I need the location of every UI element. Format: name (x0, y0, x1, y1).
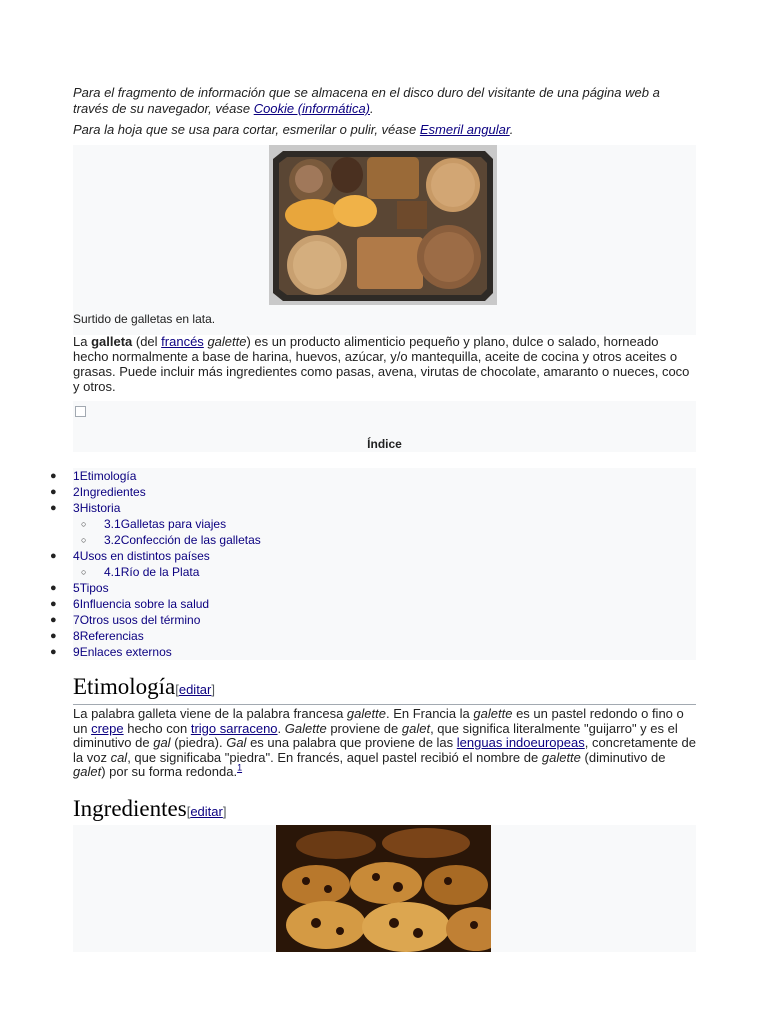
toc-toggle-checkbox[interactable] (75, 406, 86, 417)
para-text: es un pastel redondo o fino o un (73, 706, 684, 736)
section-heading-ingredientes (73, 795, 696, 827)
toc-link[interactable]: Enlaces externos (79, 645, 172, 659)
intro-italic-term: galette (207, 334, 247, 349)
toc-item[interactable] (50, 468, 696, 484)
para-text: . En Francia la (385, 706, 474, 721)
toc-link[interactable]: Otros usos del término (79, 613, 201, 627)
toc-item[interactable] (50, 484, 696, 500)
para-italic: galette (473, 706, 513, 721)
toc-link[interactable]: Historia (79, 501, 121, 515)
hollow-bullet-icon: ○ (81, 567, 87, 577)
para-text: (piedra). (170, 735, 227, 751)
intro-bold-term: galleta (91, 334, 133, 349)
hatnote-esmeril (73, 122, 696, 138)
para-text: . (277, 720, 285, 736)
intro-text: (del (132, 334, 162, 349)
hatnote-text: Para la hoja que se usa para cortar, esmerilar o pulir, véase (73, 122, 420, 137)
toc-link[interactable]: Confección de las galletas (120, 533, 261, 547)
section-title: Ingredientes (73, 796, 187, 821)
para-italic: galette (346, 706, 386, 721)
bullet-icon: ● (50, 614, 57, 626)
toc-number: 3 (73, 501, 80, 515)
hatnote-cookie (73, 85, 696, 117)
section-title: Etimología (73, 674, 176, 699)
hatnote-text: Para el fragmento de información que se almacena en el disco duro del visitante de una página web a través de su navegador, véase (73, 85, 660, 116)
toc-item[interactable] (50, 612, 696, 628)
para-italic: gal (153, 735, 171, 751)
toc-item[interactable] (50, 580, 696, 596)
etimologia-paragraph (73, 707, 696, 780)
para-text: (diminutivo de (580, 749, 666, 765)
toc-number: 3.1 (104, 517, 121, 531)
chocolate-chip-cookies-image[interactable] (276, 825, 491, 952)
toc-number: 3.2 (104, 533, 121, 547)
bullet-icon: ● (50, 582, 57, 594)
edit-section (175, 682, 215, 697)
para-italic: Galette (284, 720, 327, 736)
toc-number: 8 (73, 629, 80, 643)
toc-number: 7 (73, 613, 80, 627)
hatnote-suffix: . (509, 122, 514, 137)
bullet-icon: ● (50, 486, 57, 498)
hollow-bullet-icon: ○ (81, 519, 87, 529)
hollow-bullet-icon: ○ (81, 535, 87, 545)
toc-link[interactable]: Etimología (79, 469, 137, 483)
figure-cookie-tin (73, 145, 696, 335)
crepe-link[interactable]: crepe (91, 720, 124, 736)
toc-header (73, 423, 696, 452)
intro-text: ) es un producto alimenticio pequeño y plano, dulce o salado, horneado hecho normalmente a base de harina, huevos, azúcar, y/o mantequilla, aceite de cocina y otros aceites o grasas. Puede incluir más ingredientes como pasas, avena, virutas de chocolate, amaranto o nueces, coco y otros. (73, 334, 690, 394)
intro-text: La (73, 334, 92, 349)
toc-number: 6 (73, 597, 80, 611)
bullet-icon: ● (50, 502, 57, 514)
para-text: , que significaba "piedra". En francés, aquel pastel recibió el nombre de (127, 749, 542, 765)
edit-ingredientes-link[interactable]: editar (190, 804, 223, 819)
edit-bracket-close: ] (211, 682, 215, 697)
toc-item[interactable] (73, 564, 696, 580)
toc-toggle-row (73, 401, 696, 423)
toc-title: Índice (367, 437, 402, 451)
bullet-icon: ● (50, 598, 57, 610)
edit-etimologia-link[interactable]: editar (178, 682, 212, 697)
toc-link[interactable]: Referencias (79, 629, 144, 643)
toc-number: 4 (73, 549, 80, 563)
cookie-tin-image[interactable] (269, 145, 497, 305)
edit-section (187, 804, 227, 819)
cookie-informatica-link[interactable]: Cookie (informática) (253, 101, 371, 116)
hatnote-suffix: . (370, 101, 374, 116)
para-text: ) por su forma redonda. (101, 764, 238, 780)
para-italic: cal (110, 749, 128, 765)
bullet-icon: ● (50, 470, 57, 482)
bullet-icon: ● (50, 550, 57, 562)
toc-number: 4.1 (104, 565, 121, 579)
toc-item[interactable] (50, 644, 696, 660)
para-italic: galet (73, 764, 102, 780)
reference-link[interactable]: 1 (237, 763, 243, 774)
lenguas-indoeuropeas-link[interactable]: lenguas indoeuropeas (456, 735, 585, 751)
para-text: , que significa literalmente "guijarro" y es el diminutivo de (73, 720, 678, 751)
frances-link[interactable]: francés (161, 334, 204, 349)
toc-item[interactable] (50, 628, 696, 644)
bullet-icon: ● (50, 630, 57, 642)
edit-bracket-close: ] (222, 804, 227, 819)
toc-item[interactable] (50, 596, 696, 612)
para-text: , concretamente de la voz (73, 735, 697, 765)
para-text: proviene de (326, 720, 402, 736)
figure-caption: Surtido de galletas en lata. (73, 312, 216, 326)
intro-paragraph (73, 334, 696, 394)
toc-number: 1 (73, 469, 80, 483)
toc-item[interactable] (73, 532, 696, 548)
para-text: es una palabra que proviene de las (246, 735, 457, 751)
para-text: La palabra galleta viene de la palabra francesa (73, 706, 347, 721)
bullet-icon: ● (50, 646, 57, 658)
toc-link[interactable]: Ingredientes (79, 485, 146, 499)
toc-link[interactable]: Influencia sobre la salud (79, 597, 210, 611)
para-italic: galette (541, 749, 581, 765)
toc-list (50, 468, 696, 660)
toc-link[interactable]: Río de la Plata (120, 565, 200, 579)
toc-item[interactable] (50, 548, 696, 564)
para-italic: Gal (226, 735, 247, 751)
trigo-sarraceno-link[interactable]: trigo sarraceno (190, 720, 278, 736)
toc-item[interactable] (73, 516, 696, 532)
toc-number: 9 (73, 645, 80, 659)
toc-link[interactable]: Tipos (79, 581, 109, 595)
toc-number: 5 (73, 581, 80, 595)
para-italic: galet (401, 720, 431, 736)
toc-number: 2 (73, 485, 80, 499)
toc-link[interactable]: Galletas para viajes (120, 517, 227, 531)
esmeril-angular-link[interactable]: Esmeril angular (419, 122, 510, 137)
toc-item[interactable] (50, 500, 696, 516)
para-text: hecho con (123, 720, 191, 736)
figure-chocolate-cookies (73, 825, 696, 952)
section-heading-etimologia (73, 673, 696, 705)
toc-link[interactable]: Usos en distintos países (79, 549, 210, 563)
edit-bracket-open: [ (186, 804, 191, 819)
edit-bracket-open: [ (175, 682, 179, 697)
